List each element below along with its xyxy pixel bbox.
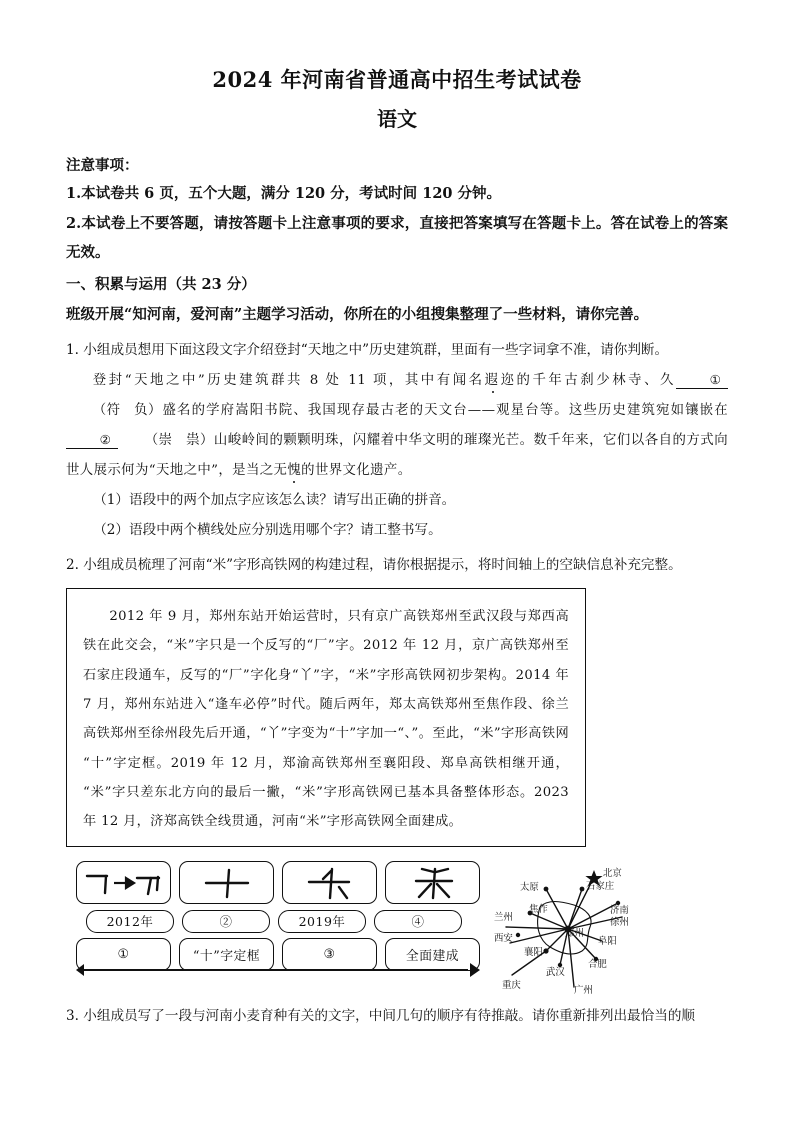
map-city-taiyuan: 太原 [520,882,539,894]
timeline-axis-row [76,908,480,934]
timeline-glyph-4 [385,861,480,904]
question-3-stem: 3. 小组成员写了一段与河南小麦育种有关的文字，中间几句的顺序有待推敲。请你重新排列出最恰当的顺 [66,1008,696,1025]
timeline-glyph-1 [76,861,171,904]
map-city-xuzhou: 徐州 [610,917,629,929]
map-city-jinan: 济南 [610,905,629,917]
question-2-material-box [66,588,586,847]
question-2-material-text: 2012 年 9 月，郑州东站开始运营时，只有京广高铁郑州至武汉段与郑西高铁在此交会，“米”字只是一个反写的“厂”字。2012 年 12 月，京广高铁郑州至石家庄段通车，反写的“厂”字化身“丫”字，“米”字形高铁网初步架构。2014 年 7 月，郑州东站进入“逢车必停”时代。随后两年，郑太高铁郑州至焦作段、徐兰高铁郑州至徐州段先后开通，“丫”字变为“十”字加一“、”。至此，“米”字形高铁网“十”字定框。2019 年 12 月，郑渝高铁郑州至襄阳段、郑阜高铁相继开通，“米”字只差东北方向的最后一撇，“米”字形高铁网已基本具备整体形态。2023 年 12 月，济郑高铁全线贯通，河南“米”字形高铁网全面建成。 [83,609,569,830]
dotted-char-xia: 遐 [484,372,501,388]
choice-pair-2: （崇 祟） [144,433,214,449]
page-title: 2024 年河南省普通高中招生考试试卷 [212,67,582,92]
choice-pair-1: （符 负） [92,402,162,418]
railway-map [490,855,650,995]
timeline-glyph-2 [179,861,274,904]
notice-item-2: 2.本试卷上不要答题，请按答题卡上注意事项的要求，直接把答案填写在答题卡上。答在试卷上的答案无效。 [66,214,728,262]
passage-part-2: 迩的千年古刹少林寺、久 [500,372,677,388]
answer-blank-1[interactable]: ① [676,372,728,389]
map-city-beijing: 北京 [603,868,622,880]
map-city-fuyang: 阜阳 [598,936,617,948]
map-city-jiaozuo: 焦作 [529,904,548,916]
map-city-guangzhou: 广州 [574,985,593,997]
map-city-chongqing: 重庆 [502,980,521,992]
map-city-xiangyang: 襄阳 [524,947,543,959]
question-2-diagram [66,861,728,997]
timeline-label-4: 全面建成 [385,938,480,971]
dotted-char-kui: 愧 [287,463,302,479]
question-1-sub-1: （1）语段中的两个加点字应该怎么读？请写出正确的拼音。 [93,492,456,509]
subject-title: 语文 [377,106,417,131]
page-content [66,56,728,1031]
section-one-lead-in: 班级开展“知河南，爱河南”主题学习活动，你所在的小组搜集整理了一些材料，请你完善。 [66,305,649,323]
answer-blank-2[interactable]: ② [66,432,118,449]
timeline-year-3: 2019年 [278,910,366,933]
timeline-year-1: 2012年 [86,910,174,933]
map-city-lanzhou: 兰州 [494,912,513,924]
timeline-label-2: “十”字定框 [179,938,274,971]
timeline [76,861,480,981]
timeline-glyph-row [76,861,480,904]
timeline-label-3[interactable]: ③ [282,938,377,971]
map-city-hefei: 合肥 [588,959,607,971]
timeline-label-1[interactable]: ① [76,938,171,971]
notice-item-1: 1.本试卷共 6 页，五个大题，满分 120 分，考试时间 120 分钟。 [66,185,502,203]
passage-part-1: 登封“天地之中”历史建筑群共 8 处 11 项，其中有闻名 [92,372,485,388]
question-2-stem: 2. 小组成员梳理了河南“米”字形高铁网的构建过程，请你根据提示，将时间轴上的空缺信息补充完整。 [66,556,682,573]
timeline-year-2[interactable]: ② [182,910,270,933]
notice-heading: 注意事项： [66,156,139,174]
timeline-year-4[interactable]: ④ [374,910,462,933]
passage-part-5: 的世界文化遗产。 [301,463,412,479]
map-city-zhengzhou: 郑州 [565,928,584,940]
map-city-xian: 西安 [494,933,513,945]
section-one-heading: 一、积累与运用（共 23 分） [66,276,256,294]
question-1-stem: 1. 小组成员想用下面这段文字介绍登封“天地之中”历史建筑群，里面有一些字词拿不准，请你判断。 [66,341,669,358]
map-city-shijiazhuang: 石家庄 [586,881,615,893]
map-city-wuhan: 武汉 [546,967,565,979]
passage-part-4: 山峻岭间的颗颗明珠，闪耀着中华文明的璀璨光芒。数千年来，它们以各自的方式向世人展示何为“天地之中”，是当之无 [66,433,728,479]
timeline-label-row [76,938,480,971]
question-1-passage [66,366,728,487]
passage-part-3: 盛名的学府嵩阳书院、我国现存最古老的天文台——观星台等。这些历史建筑宛如镶嵌在 [161,402,728,418]
timeline-glyph-3 [282,861,377,904]
timeline-years [76,908,480,934]
question-1-sub-2: （2）语段中两个横线处应分别选用哪个字？请工整书写。 [93,521,442,538]
